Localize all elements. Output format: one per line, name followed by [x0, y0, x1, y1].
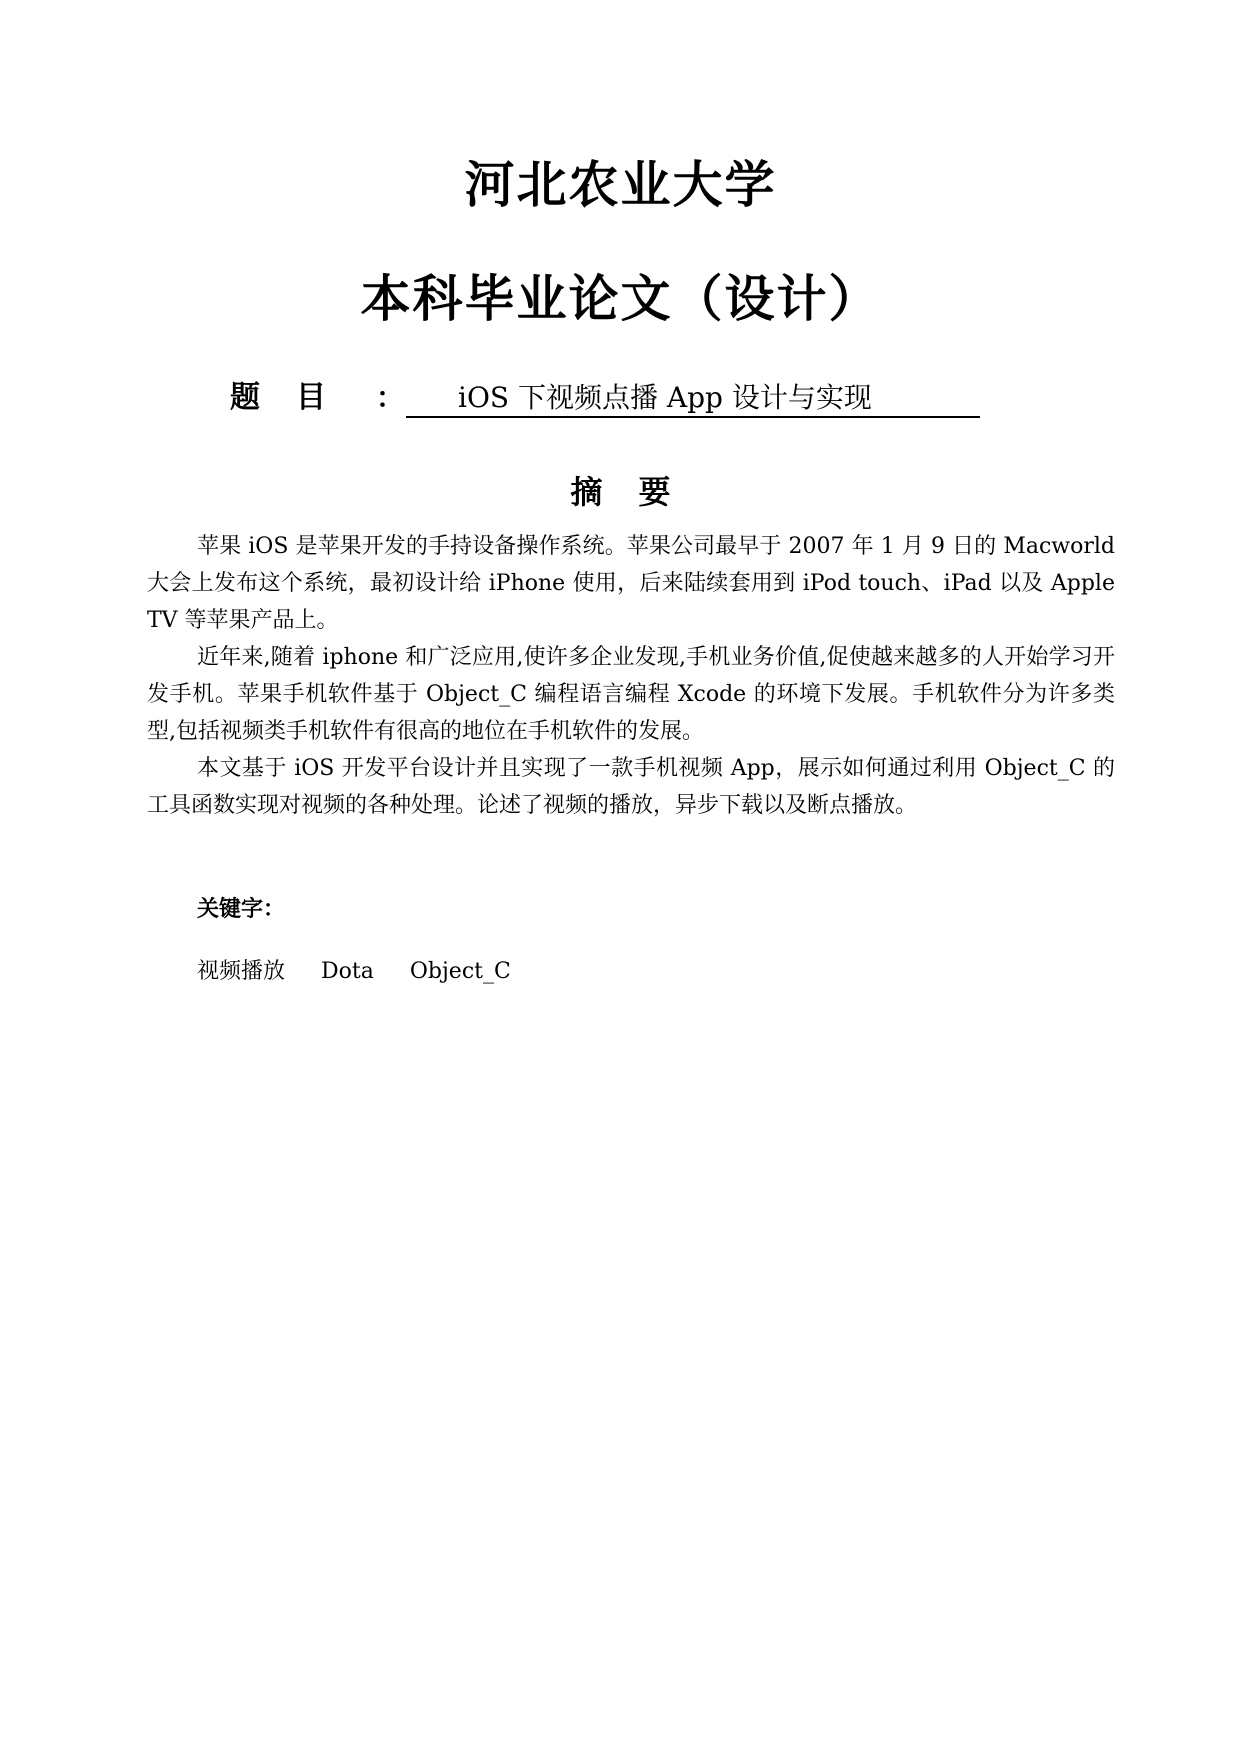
keywords-list [197, 956, 511, 988]
topic-colon: ： [376, 381, 405, 414]
abstract-paragraph: 本文基于 iOS 开发平台设计并且实现了一款手机视频 App，展示如何通过利用 Object_C 的工具函数实现对视频的各种处理。论述了视频的播放，异步下载以及断点播放。 [147, 756, 1115, 818]
topic-label: 题目 [230, 380, 362, 415]
keyword-item: 视频播放 [197, 959, 286, 984]
abstract-paragraph: 近年来,随着 iphone 和广泛应用,使许多企业发现,手机业务价值,促使越来越多的人开始学习开发手机。苹果手机软件基于 Object_C 编程语言编程 Xcode 的环境下发展。手机软件分为许多类型,包括视频类手机软件有很高的地位在手机软件的发展。 [147, 645, 1115, 744]
keyword-item: Object_C [409, 959, 511, 984]
topic-value: iOS 下视频点播 App 设计与实现 [406, 378, 980, 418]
topic-row [230, 372, 980, 418]
abstract-paragraph: 苹果 iOS 是苹果开发的手持设备操作系统。苹果公司最早于 2007 年 1 月 9 日的 Macworld 大会上发布这个系统，最初设计给 iPhone 使用，后来陆续套用到 iPod touch、iPad 以及 Apple TV 等苹果产品上。 [147, 534, 1115, 633]
abstract-heading: 摘要 [570, 473, 707, 511]
thesis-type-title: 本科毕业论文（设计） [360, 270, 881, 328]
keyword-item: Dota [321, 959, 374, 984]
university-name: 河北农业大学 [464, 156, 777, 214]
keywords-label: 关键字： [197, 897, 286, 922]
abstract-body [147, 528, 1115, 824]
